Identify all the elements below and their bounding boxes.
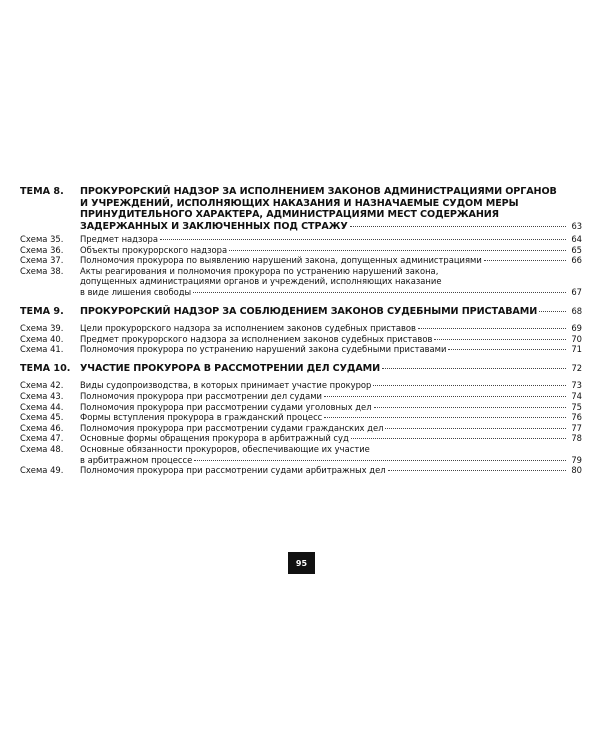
scheme-entry <box>80 255 582 266</box>
topic-title-line: ЗАДЕРЖАННЫХ И ЗАКЛЮЧЕННЫХ ПОД СТРАЖУ <box>80 220 348 232</box>
topic-label: ТЕМА 10. <box>20 362 71 374</box>
topic-title <box>80 186 582 232</box>
page-number: 73 <box>571 380 582 391</box>
scheme-label: Схема 39. <box>20 323 64 334</box>
topic-title-line: УЧАСТИЕ ПРОКУРОРА В РАССМОТРЕНИИ ДЕЛ СУДАМИ <box>80 362 381 374</box>
dot-leader <box>373 385 566 386</box>
dot-leader <box>388 470 566 471</box>
dot-leader <box>385 428 566 429</box>
scheme-title: Полномочия прокурора при рассмотрении судами уголовных дел <box>80 401 372 412</box>
scheme-title: Полномочия прокурора по выявлению нарушений закона, допущенных администрациями <box>80 255 482 266</box>
scheme-title-line: допущенных администрациями органов и учреждений, исполняющих наказание <box>80 276 442 287</box>
scheme-label: Схема 49. <box>20 465 64 476</box>
topic-label: ТЕМА 9. <box>20 305 64 317</box>
dot-leader <box>448 349 566 350</box>
page-number: 80 <box>571 465 582 476</box>
table-of-contents <box>20 186 582 476</box>
page-number: 64 <box>571 234 582 244</box>
scheme-entry <box>80 344 582 355</box>
scheme-label: Схема 43. <box>20 390 64 401</box>
scheme-title-line: в виде лишения свободы <box>80 286 192 297</box>
scheme-list <box>20 234 582 298</box>
dot-leader <box>484 260 566 261</box>
dot-leader <box>351 438 566 439</box>
dot-leader <box>193 292 566 293</box>
scheme-entry <box>80 234 582 245</box>
scheme-title-last-line <box>80 287 582 298</box>
scheme-label: Схема 42. <box>20 380 64 391</box>
scheme-label: Схема 45. <box>20 412 64 423</box>
scheme-entry <box>80 444 582 465</box>
scheme-title: Объекты прокурорского надзора <box>80 244 228 255</box>
topic-title-line: ПРОКУРОРСКИЙ НАДЗОР ЗА ИСПОЛНЕНИЕМ ЗАКОНОВ АДМИНИСТРАЦИЯМИ ОРГАНОВ <box>80 186 557 197</box>
scheme-entry <box>80 412 582 423</box>
scheme-title: Полномочия прокурора по устранению нарушений закона судебными приставами <box>80 344 447 355</box>
scheme-label: Схема 35. <box>20 234 64 244</box>
scheme-title: Предмет надзора <box>80 234 158 244</box>
scheme-entry <box>80 323 582 334</box>
scheme-label: Схема 41. <box>20 344 64 355</box>
dot-leader <box>229 250 566 251</box>
scheme-label: Схема 36. <box>20 244 64 255</box>
dot-leader <box>194 460 566 461</box>
topic-9 <box>20 306 582 318</box>
topic-10 <box>20 363 582 375</box>
page-number: 66 <box>571 255 582 266</box>
page-number: 79 <box>571 454 582 465</box>
scheme-entry <box>80 391 582 402</box>
scheme-title-line: в арбитражном процессе <box>80 454 193 465</box>
topic-title-line: ПРИНУДИТЕЛЬНОГО ХАРАКТЕРА, АДМИНИСТРАЦИЯМИ МЕСТ СОДЕРЖАНИЯ <box>80 209 499 220</box>
scheme-title: Цели прокурорского надзора за исполнением законов судебных приставов <box>80 323 416 334</box>
page-number: 71 <box>571 344 582 355</box>
page-number: 69 <box>571 323 582 334</box>
topic-title-line: ПРОКУРОРСКИЙ НАДЗОР ЗА СОБЛЮДЕНИЕМ ЗАКОНОВ СУДЕБНЫМИ ПРИСТАВАМИ <box>80 305 538 317</box>
page-number: 68 <box>571 305 582 316</box>
page-number: 72 <box>571 362 582 373</box>
page-number: 67 <box>571 286 582 297</box>
scheme-entry <box>80 433 582 444</box>
topic-label: ТЕМА 8. <box>20 186 64 197</box>
dot-leader <box>160 239 566 240</box>
scheme-entry <box>80 402 582 413</box>
scheme-entry <box>80 334 582 345</box>
dot-leader <box>418 328 566 329</box>
page-number: 77 <box>571 422 582 433</box>
page-number: 70 <box>571 333 582 344</box>
scheme-title: Полномочия прокурора при рассмотрении судами арбитражных дел <box>80 465 386 476</box>
topic-8 <box>20 186 582 232</box>
scheme-entry <box>80 380 582 391</box>
page-number: 78 <box>571 433 582 444</box>
scheme-title: Полномочия прокурора при рассмотрении дел судами <box>80 390 322 401</box>
scheme-list <box>20 323 582 355</box>
scheme-title-line: Акты реагирования и полномочия прокурора по устранению нарушений закона, <box>80 265 439 276</box>
scheme-title: Формы вступления прокурора в гражданский процесс <box>80 412 323 423</box>
page-number: 65 <box>571 244 582 255</box>
dot-leader <box>350 226 566 227</box>
scheme-title-line: Основные обязанности прокуроров, обеспечивающие их участие <box>80 443 370 454</box>
scheme-label: Схема 37. <box>20 255 64 266</box>
scheme-title-last-line <box>80 455 582 466</box>
dot-leader <box>324 417 566 418</box>
scheme-label: Схема 46. <box>20 422 64 433</box>
scheme-entry <box>80 423 582 434</box>
scheme-list <box>20 380 582 475</box>
scheme-label: Схема 48. <box>20 443 64 454</box>
page-number: 74 <box>571 390 582 401</box>
scheme-entry <box>80 465 582 476</box>
scheme-entry <box>80 245 582 256</box>
dot-leader <box>374 407 566 408</box>
scheme-title: Виды судопроизводства, в которых принимает участие прокурор <box>80 380 372 391</box>
scheme-title: Предмет прокурорского надзора за исполнением законов судебных приставов <box>80 333 433 344</box>
dot-leader <box>382 368 566 369</box>
topic-title <box>80 363 582 375</box>
topic-title-last-line <box>80 221 582 233</box>
page-number: 76 <box>571 412 582 423</box>
dot-leader <box>434 339 566 340</box>
scheme-title: Полномочия прокурора при рассмотрении судами гражданских дел <box>80 422 384 433</box>
dot-leader <box>324 396 566 397</box>
page-folio: 95 <box>288 552 315 574</box>
topic-title <box>80 306 582 318</box>
dot-leader <box>539 311 566 312</box>
scheme-label: Схема 38. <box>20 265 64 276</box>
page-number: 63 <box>571 220 582 231</box>
scheme-title: Основные формы обращения прокурора в арбитражный суд <box>80 433 349 444</box>
topic-title-line: И УЧРЕЖДЕНИЙ, ИСПОЛНЯЮЩИХ НАКАЗАНИЯ И НАЗНАЧАЕМЫЕ СУДОМ МЕРЫ <box>80 197 519 209</box>
scheme-label: Схема 47. <box>20 433 64 444</box>
scheme-entry <box>80 266 582 298</box>
page-number: 75 <box>571 401 582 412</box>
scheme-label: Схема 40. <box>20 333 64 344</box>
scheme-label: Схема 44. <box>20 401 64 412</box>
